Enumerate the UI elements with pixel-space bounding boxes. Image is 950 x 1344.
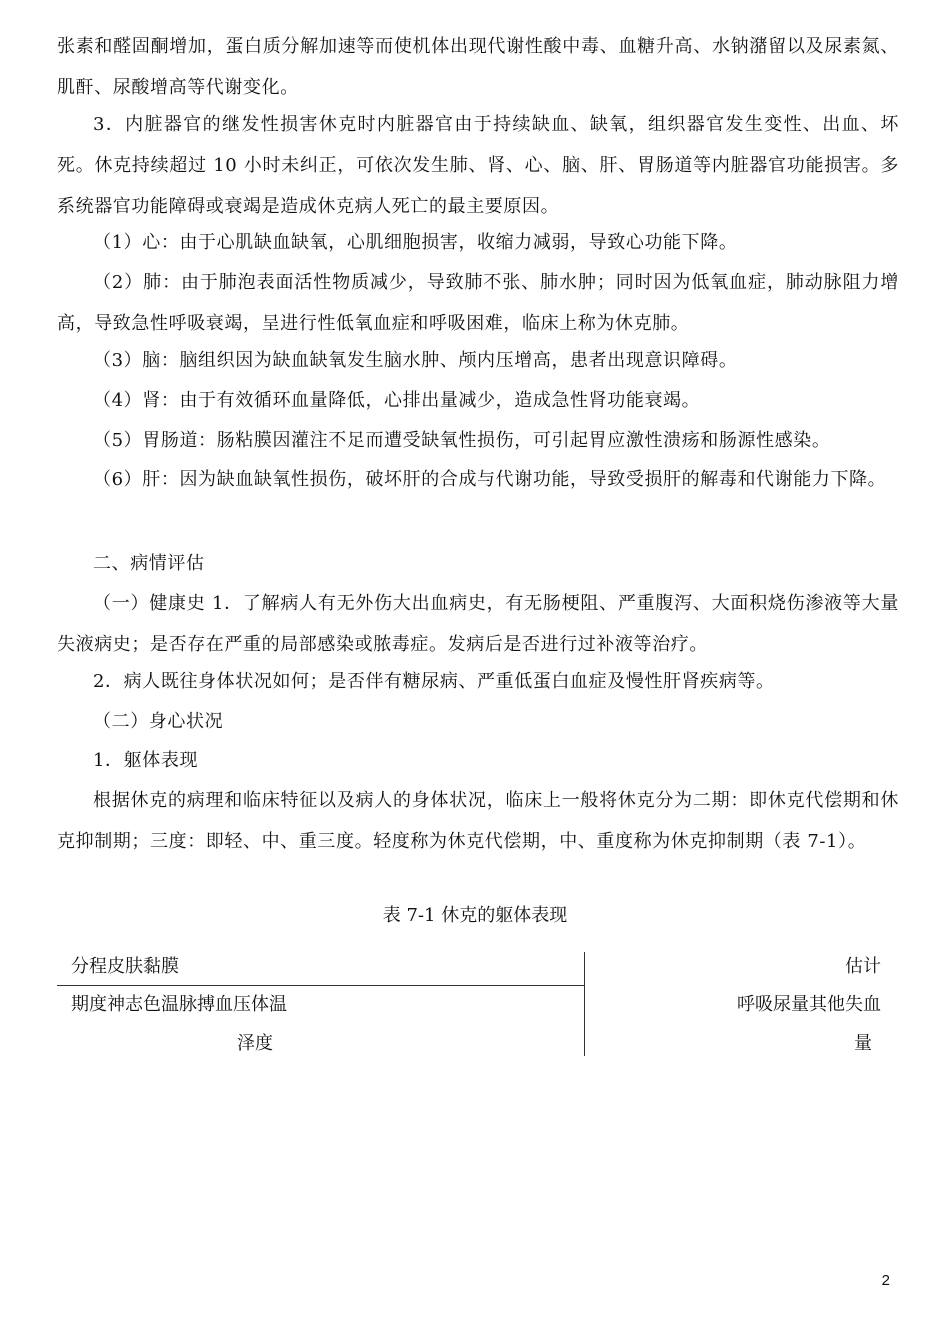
paragraph-brain: （3）脑：脑组织因为缺血缺氧发生脑水肿、颅内压增高，患者出现意识障碍。 <box>93 350 738 371</box>
subheading-physical-signs: 1．躯体表现 <box>93 750 199 771</box>
paragraph-shock-stages: 根据休克的病理和临床特征以及病人的身体状况，临床上一般将休克分为二期：即休克代偿期和休克抑制期；三度：即轻、中、重三度。轻度称为休克代偿期，中、重度称为休克抑制期（表 7-1）。 <box>57 790 899 852</box>
table-header-left-3: 泽度 <box>237 1033 273 1054</box>
page-number: 2 <box>881 1272 890 1289</box>
table-header-right-1: 估计 <box>845 956 881 977</box>
section-heading-assessment: 二、病情评估 <box>93 553 205 574</box>
paragraph-heart: （1）心：由于心肌缺血缺氧，心肌细胞损害，收缩力减弱，导致心功能下降。 <box>93 232 738 253</box>
paragraph-health-history: （一）健康史 1．了解病人有无外伤大出血病史，有无肠梗阻、严重腹泻、大面积烧伤渗液等大量失液病史；是否存在严重的局部感染或脓毒症。发病后是否进行过补液等治疗。 <box>57 593 899 655</box>
table-horizontal-rule <box>57 985 584 986</box>
table-header-left-2: 期度神志色温脉搏血压体温 <box>71 994 287 1015</box>
table-header-right-2: 呼吸尿量其他失血 <box>737 994 881 1015</box>
table-header-left-1: 分程皮肤黏膜 <box>71 956 179 977</box>
paragraph-kidney: （4）肾：由于有效循环血量降低，心排出量减少，造成急性肾功能衰竭。 <box>93 390 701 411</box>
paragraph-lung: （2）肺：由于肺泡表面活性物质减少，导致肺不张、肺水肿；同时因为低氧血症，肺动脉阻力增高，导致急性呼吸衰竭，呈进行性低氧血症和呼吸困难，临床上称为休克肺。 <box>57 272 899 334</box>
shock-signs-table <box>57 952 893 1056</box>
table-vertical-rule <box>584 952 585 1056</box>
paragraph-gastrointestinal: （5）胃肠道：肠粘膜因灌注不足而遭受缺氧性损伤，可引起胃应激性溃疡和肠源性感染。 <box>93 430 831 451</box>
paragraph-past-condition: 2．病人既往身体状况如何；是否伴有糖尿病、严重低蛋白血症及慢性肝肾疾病等。 <box>93 671 775 692</box>
subheading-physical-mental: （二）身心状况 <box>93 711 224 732</box>
table-header-right-3: 量 <box>854 1033 872 1054</box>
paragraph-organ-damage: 3．内脏器官的继发性损害休克时内脏器官由于持续缺血、缺氧，组织器官发生变性、出血、坏死。休克持续超过 10 小时未纠正，可依次发生肺、肾、心、脑、肝、胃肠道等内脏器官功能损害。多系统器官功能障碍或衰竭是造成休克病人死亡的最主要原因。 <box>57 114 899 217</box>
paragraph-liver: （6）肝：因为缺血缺氧性损伤，破坏肝的合成与代谢功能，导致受损肝的解毒和代谢能力下降。 <box>93 469 887 490</box>
table-caption: 表 7-1 休克的躯体表现 <box>382 905 568 926</box>
paragraph-metabolic-changes: 张素和醛固酮增加，蛋白质分解加速等而使机体出现代谢性酸中毒、血糖升高、水钠潴留以及尿素氮、肌酐、尿酸增高等代谢变化。 <box>57 36 899 98</box>
